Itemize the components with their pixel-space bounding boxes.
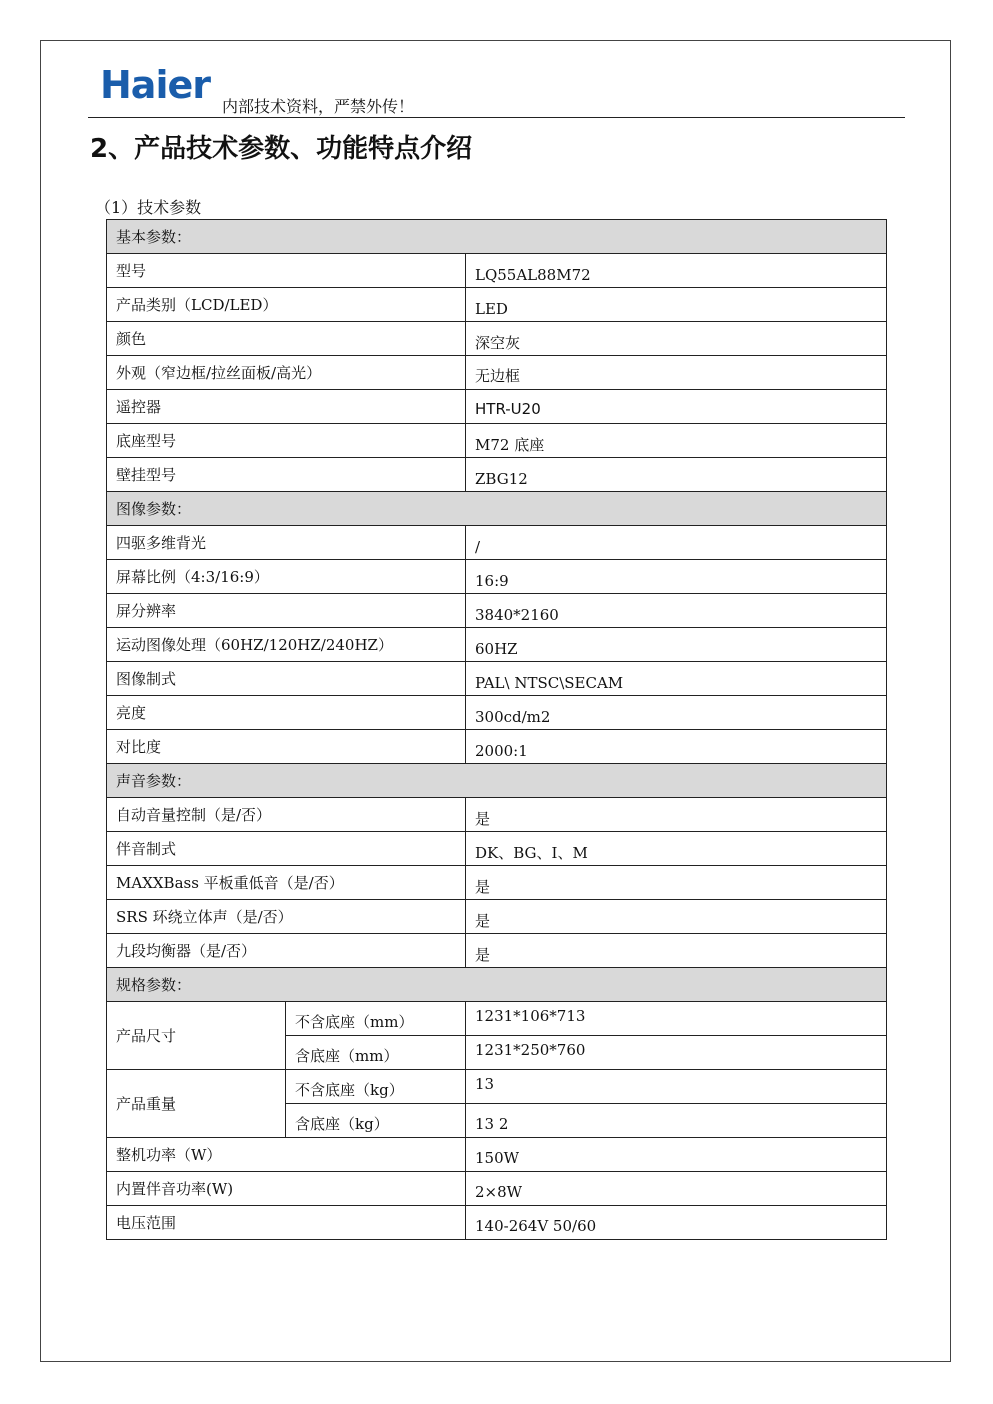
table-row	[107, 662, 887, 696]
param-label: 壁挂型号	[107, 458, 466, 492]
haier-logo: Haier	[100, 63, 210, 107]
table-row	[107, 288, 887, 322]
table-row	[107, 798, 887, 832]
param-label: 屏分辨率	[107, 594, 466, 628]
section-label: 图像参数：	[107, 492, 887, 526]
param-value: 13	[466, 1070, 887, 1104]
table-row	[107, 526, 887, 560]
page-title: 2、产品技术参数、功能特点介绍	[90, 134, 473, 164]
param-label: 自动音量控制（是/否）	[107, 798, 466, 832]
param-value: M72 底座	[466, 424, 887, 458]
table-row	[107, 1172, 887, 1206]
param-label: 图像制式	[107, 662, 466, 696]
param-value: 1231*250*760	[466, 1036, 887, 1070]
table-row	[107, 832, 887, 866]
table-row	[107, 1070, 887, 1104]
spec-table	[106, 219, 887, 1240]
table-row	[107, 594, 887, 628]
table-row	[107, 254, 887, 288]
confidential-note: 内部技术资料，严禁外传！	[222, 97, 415, 116]
param-value: 2000:1	[466, 730, 887, 764]
param-label: 内置伴音功率(W)	[107, 1172, 466, 1206]
table-row	[107, 900, 887, 934]
param-value: 是	[466, 866, 887, 900]
param-value: 60HZ	[466, 628, 887, 662]
table-row	[107, 356, 887, 390]
param-label: 产品重量	[107, 1070, 286, 1138]
param-label: 型号	[107, 254, 466, 288]
param-value: LED	[466, 288, 887, 322]
section-label: 声音参数：	[107, 764, 887, 798]
section-header-sound	[107, 764, 887, 798]
table-row	[107, 696, 887, 730]
param-label: 外观（窄边框/拉丝面板/高光）	[107, 356, 466, 390]
param-value: 3840*2160	[466, 594, 887, 628]
param-label: 屏幕比例（4:3/16:9）	[107, 560, 466, 594]
param-label: 产品尺寸	[107, 1002, 286, 1070]
param-value: 300cd/m2	[466, 696, 887, 730]
param-value: PAL\ NTSC\SECAM	[466, 662, 887, 696]
param-label: 电压范围	[107, 1206, 466, 1240]
section-label: 规格参数：	[107, 968, 887, 1002]
param-value: /	[466, 526, 887, 560]
param-value: 2×8W	[466, 1172, 887, 1206]
param-value: HTR-U20	[466, 390, 887, 424]
param-label: MAXXBass 平板重低音（是/否）	[107, 866, 466, 900]
param-value: 13 2	[466, 1104, 887, 1138]
param-value: 是	[466, 934, 887, 968]
param-value: DK、BG、I、M	[466, 832, 887, 866]
param-label: 底座型号	[107, 424, 466, 458]
param-value: 深空灰	[466, 322, 887, 356]
table-row	[107, 730, 887, 764]
table-row	[107, 866, 887, 900]
sub-label: 不含底座（mm）	[286, 1002, 466, 1036]
header-divider	[88, 117, 905, 118]
param-value: 140-264V 50/60	[466, 1206, 887, 1240]
param-label: 运动图像处理（60HZ/120HZ/240HZ）	[107, 628, 466, 662]
table-row	[107, 934, 887, 968]
param-value: 是	[466, 900, 887, 934]
param-label: 伴音制式	[107, 832, 466, 866]
section-header-image	[107, 492, 887, 526]
table-row	[107, 322, 887, 356]
param-label: 整机功率（W）	[107, 1138, 466, 1172]
param-label: 九段均衡器（是/否）	[107, 934, 466, 968]
table-row	[107, 458, 887, 492]
param-value: 150W	[466, 1138, 887, 1172]
table-row	[107, 390, 887, 424]
table-row	[107, 628, 887, 662]
param-label: 对比度	[107, 730, 466, 764]
param-value: LQ55AL88M72	[466, 254, 887, 288]
table-row	[107, 424, 887, 458]
param-value: 1231*106*713	[466, 1002, 887, 1036]
table-row	[107, 560, 887, 594]
param-label: 颜色	[107, 322, 466, 356]
param-value: 是	[466, 798, 887, 832]
table-row	[107, 1138, 887, 1172]
param-label: 遥控器	[107, 390, 466, 424]
table-row	[107, 1206, 887, 1240]
subsection-title: （1）技术参数	[95, 198, 202, 217]
section-header-basic	[107, 220, 887, 254]
param-value: 无边框	[466, 356, 887, 390]
param-label: 四驱多维背光	[107, 526, 466, 560]
sub-label: 不含底座（kg）	[286, 1070, 466, 1104]
param-value: 16:9	[466, 560, 887, 594]
param-label: 产品类别（LCD/LED）	[107, 288, 466, 322]
section-header-spec	[107, 968, 887, 1002]
table-row	[107, 1002, 887, 1036]
param-label: SRS 环绕立体声（是/否）	[107, 900, 466, 934]
sub-label: 含底座（mm）	[286, 1036, 466, 1070]
param-value: ZBG12	[466, 458, 887, 492]
section-label: 基本参数：	[107, 220, 887, 254]
sub-label: 含底座（kg）	[286, 1104, 466, 1138]
param-label: 亮度	[107, 696, 466, 730]
